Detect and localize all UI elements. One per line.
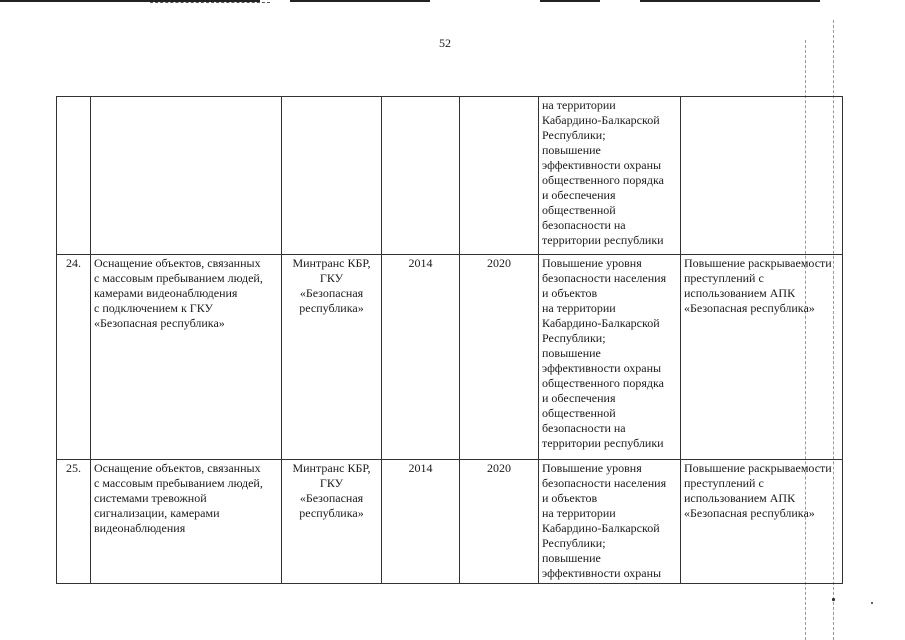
- table-row: [57, 255, 843, 460]
- row-number: [57, 97, 91, 255]
- table-row: [57, 97, 843, 255]
- program-table: [56, 96, 843, 584]
- executor-cell: [282, 97, 382, 255]
- year-end-cell: [460, 97, 539, 255]
- executor-cell: Минтранс КБР, ГКУ «Безопасная республика»: [282, 460, 382, 584]
- result-cell: на территории Кабардино-Балкарской Республики; повышение эффективности охраны общественного порядка и обеспечения общественной безопасности на территории республики: [539, 97, 681, 255]
- row-number: 24.: [57, 255, 91, 460]
- activity-cell: Оснащение объектов, связанных с массовым пребыванием людей, системами тревожной сигнализации, камерами видеонаблюдения: [91, 460, 282, 584]
- result-cell: Повышение уровня безопасности населения и объектов на территории Кабардино-Балкарской Республики; повышение эффективности охраны общественного порядка и обеспечения общественной безопасности на территории республики: [539, 255, 681, 460]
- page-number: 52: [439, 36, 451, 50]
- year-start-cell: 2014: [382, 255, 460, 460]
- result-cell: Повышение уровня безопасности населения и объектов на территории Кабардино-Балкарской Республики; повышение эффективности охраны: [539, 460, 681, 584]
- executor-cell: Минтранс КБР, ГКУ «Безопасная республика»: [282, 255, 382, 460]
- activity-cell: Оснащение объектов, связанных с массовым пребыванием людей, камерами видеонаблюдения с подключением к ГКУ «Безопасная республика»: [91, 255, 282, 460]
- indicator-cell: [681, 97, 843, 255]
- scan-edge-dash: [150, 2, 270, 3]
- scan-edge-line: [290, 0, 430, 2]
- indicator-cell: Повышение раскрываемости преступлений с использованием АПК «Безопасная республика»: [681, 255, 843, 460]
- year-end-cell: 2020: [460, 255, 539, 460]
- activity-cell: [91, 97, 282, 255]
- row-number: 25.: [57, 460, 91, 584]
- scan-edge-line: [540, 0, 600, 2]
- scan-edge-line: [640, 0, 820, 2]
- indicator-cell: Повышение раскрываемости преступлений с использованием АПК «Безопасная республика»: [681, 460, 843, 584]
- table-row: [57, 460, 843, 584]
- scan-speck: [871, 602, 873, 604]
- year-start-cell: 2014: [382, 460, 460, 584]
- scan-speck: [832, 598, 835, 601]
- year-end-cell: 2020: [460, 460, 539, 584]
- year-start-cell: [382, 97, 460, 255]
